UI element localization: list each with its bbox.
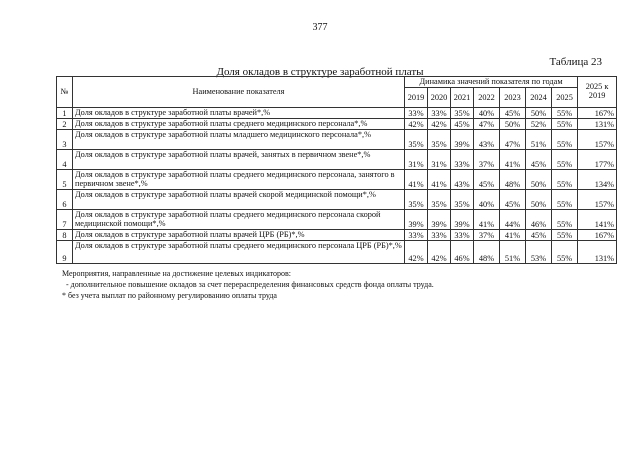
- table-row: [57, 241, 617, 264]
- indicator-value: 51%: [526, 130, 552, 150]
- ratio-value: 134%: [578, 170, 617, 190]
- indicator-value: 50%: [500, 119, 526, 130]
- ratio-value: 141%: [578, 210, 617, 230]
- salary-structure-table: [56, 76, 617, 264]
- indicator-value: 55%: [552, 170, 578, 190]
- indicator-value: 35%: [451, 108, 474, 119]
- table-row: [57, 108, 617, 119]
- table-label: Таблица 23: [549, 56, 602, 68]
- indicator-value: 41%: [474, 210, 500, 230]
- header-ratio: 2025 к 2019: [578, 77, 617, 108]
- indicator-value: 45%: [526, 150, 552, 170]
- row-number: 7: [57, 210, 73, 230]
- indicator-value: 53%: [526, 241, 552, 264]
- indicator-value: 52%: [526, 119, 552, 130]
- ratio-value: 167%: [578, 230, 617, 241]
- header-year: 2024: [526, 88, 552, 108]
- indicator-value: 33%: [428, 108, 451, 119]
- indicator-value: 46%: [451, 241, 474, 264]
- header-year: 2022: [474, 88, 500, 108]
- ratio-value: 131%: [578, 241, 617, 264]
- row-number: 8: [57, 230, 73, 241]
- indicator-value: 35%: [451, 190, 474, 210]
- indicator-value: 39%: [451, 210, 474, 230]
- indicator-value: 37%: [474, 230, 500, 241]
- table-row: [57, 130, 617, 150]
- indicator-value: 43%: [451, 170, 474, 190]
- indicator-value: 43%: [474, 130, 500, 150]
- indicator-name: Доля окладов в структуре заработной платы среднего медицинского персонала*,%: [73, 119, 405, 130]
- table-row: [57, 119, 617, 130]
- indicator-value: 37%: [474, 150, 500, 170]
- indicator-name: Доля окладов в структуре заработной платы врачей*,%: [73, 108, 405, 119]
- indicator-name: Доля окладов в структуре заработной платы младшего медицинского персонала*,%: [73, 130, 405, 150]
- indicator-value: 33%: [405, 108, 428, 119]
- indicator-value: 40%: [474, 190, 500, 210]
- ratio-value: 131%: [578, 119, 617, 130]
- header-year: 2021: [451, 88, 474, 108]
- ratio-value: 167%: [578, 108, 617, 119]
- row-number: 5: [57, 170, 73, 190]
- measure-item: - дополнительное повышение окладов за счет перераспределения финансовых средств фонда оплаты труда.: [66, 279, 434, 289]
- indicator-value: 51%: [500, 241, 526, 264]
- indicator-value: 55%: [552, 210, 578, 230]
- indicator-value: 55%: [552, 150, 578, 170]
- indicator-value: 42%: [428, 241, 451, 264]
- ratio-value: 157%: [578, 190, 617, 210]
- indicator-name: Доля окладов в структуре заработной платы среднего медицинского персонала ЦРБ (РБ)*,%: [73, 241, 405, 264]
- header-year: 2020: [428, 88, 451, 108]
- indicator-value: 45%: [526, 230, 552, 241]
- indicator-value: 45%: [500, 190, 526, 210]
- row-number: 3: [57, 130, 73, 150]
- notes: [62, 269, 602, 301]
- table-row: [57, 210, 617, 230]
- header-year: 2023: [500, 88, 526, 108]
- header-number: №: [57, 77, 73, 108]
- indicator-name: Доля окладов в структуре заработной платы врачей скорой медицинской помощи*,%: [73, 190, 405, 210]
- table-row: [57, 190, 617, 210]
- header-year: 2025: [552, 88, 578, 108]
- ratio-value: 157%: [578, 130, 617, 150]
- indicator-value: 47%: [474, 119, 500, 130]
- indicator-value: 45%: [451, 119, 474, 130]
- indicator-value: 42%: [428, 119, 451, 130]
- indicator-value: 42%: [405, 119, 428, 130]
- indicator-value: 50%: [526, 190, 552, 210]
- indicator-value: 35%: [405, 190, 428, 210]
- footnote: * без учета выплат по районному регулированию оплаты труда: [62, 290, 277, 300]
- indicator-value: 55%: [552, 108, 578, 119]
- indicator-value: 55%: [552, 190, 578, 210]
- indicator-value: 39%: [405, 210, 428, 230]
- indicator-value: 55%: [552, 130, 578, 150]
- indicator-value: 33%: [428, 230, 451, 241]
- row-number: 2: [57, 119, 73, 130]
- indicator-value: 33%: [451, 150, 474, 170]
- indicator-name: Доля окладов в структуре заработной платы врачей, занятых в первичном звене*,%: [73, 150, 405, 170]
- row-number: 1: [57, 108, 73, 119]
- indicator-value: 41%: [428, 170, 451, 190]
- table-row: [57, 230, 617, 241]
- indicator-value: 31%: [405, 150, 428, 170]
- measures-intro: Мероприятия, направленные на достижение целевых индикаторов:: [62, 269, 291, 278]
- indicator-value: 33%: [405, 230, 428, 241]
- indicator-value: 35%: [405, 130, 428, 150]
- indicator-value: 45%: [474, 170, 500, 190]
- indicator-value: 39%: [428, 210, 451, 230]
- indicator-value: 48%: [474, 241, 500, 264]
- indicator-value: 47%: [500, 130, 526, 150]
- indicator-value: 41%: [405, 170, 428, 190]
- table-title: Доля окладов в структуре заработной платы: [216, 66, 424, 78]
- indicator-value: 55%: [552, 119, 578, 130]
- table-row: [57, 170, 617, 190]
- row-number: 6: [57, 190, 73, 210]
- header-year: 2019: [405, 88, 428, 108]
- indicator-value: 45%: [500, 108, 526, 119]
- indicator-value: 55%: [552, 230, 578, 241]
- table-row: [57, 150, 617, 170]
- indicator-value: 46%: [526, 210, 552, 230]
- indicator-value: 41%: [500, 150, 526, 170]
- indicator-value: 35%: [428, 130, 451, 150]
- indicator-value: 33%: [451, 230, 474, 241]
- indicator-value: 39%: [451, 130, 474, 150]
- row-number: 9: [57, 241, 73, 264]
- indicator-name: Доля окладов в структуре заработной платы врачей ЦРБ (РБ)*,%: [73, 230, 405, 241]
- indicator-value: 50%: [526, 170, 552, 190]
- page-number: 377: [312, 22, 328, 33]
- indicator-value: 48%: [500, 170, 526, 190]
- indicator-value: 44%: [500, 210, 526, 230]
- indicator-name: Доля окладов в структуре заработной платы среднего медицинского персонала, занятого в первичном звене*,%: [73, 170, 405, 190]
- row-number: 4: [57, 150, 73, 170]
- indicator-value: 42%: [405, 241, 428, 264]
- indicator-value: 55%: [552, 241, 578, 264]
- indicator-value: 40%: [474, 108, 500, 119]
- indicator-value: 31%: [428, 150, 451, 170]
- header-indicator-name: Наименование показателя: [73, 77, 405, 108]
- indicator-value: 50%: [526, 108, 552, 119]
- header-dynamics: Динамика значений показателя по годам: [405, 77, 578, 88]
- indicator-value: 41%: [500, 230, 526, 241]
- indicator-value: 35%: [428, 190, 451, 210]
- ratio-value: 177%: [578, 150, 617, 170]
- indicator-name: Доля окладов в структуре заработной платы среднего медицинского персонала скорой медицинской помощи*,%: [73, 210, 405, 230]
